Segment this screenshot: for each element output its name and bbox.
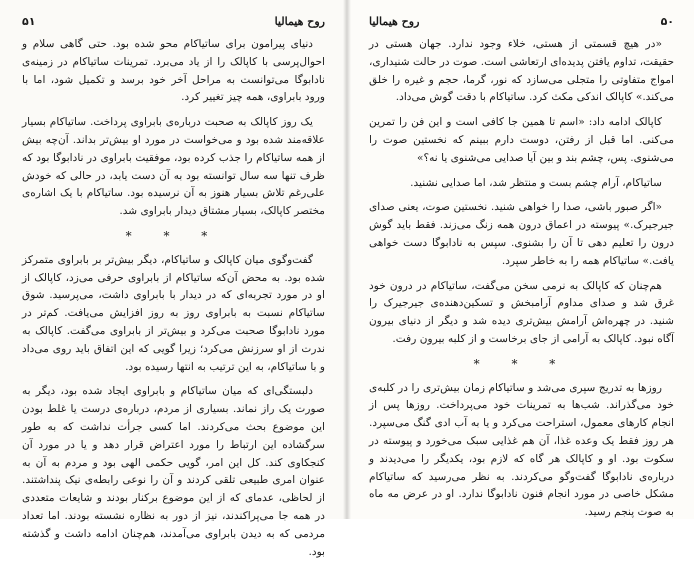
paragraph: دنیای پیرامون برای ساتیاکام محو شده بود. حتی گاهی سلام و احوال‌پرسی با کاپالک را از یاد می‌برد. تمرینات ساتیاکام در زمینه‌ی نادابوگا می‌توانست به مراحل آخر خود برسد و تکمیل شود، اما با ورود بابراوی، همه چیز تغییر کرد. [22, 38, 325, 104]
paragraph: دلبستگی‌ای که میان ساتیاکام و بابراوی ایجاد شده بود، دیگر به صورت یک راز نماند. بسیاری از مردم، درباره‌ی درست یا غلط بودن این موضوع بحث می‌کردند. اما کسی جرأت نداشت که به طور سرگشاده این ارتباط را مورد اعتراض قرار دهد و یا در مورد آن کنجکاوی کند. کل این امر، گویی حکمی الهی بود و مردم به آن به عنوان امری طبیعی تلقی کردند و آن را نوعی رابطه‌ی نیک پنداشتند. از لحاظی، عدمای که از این موضوع برکنار بودند و شایعات متعددی در همه جا می‌پراکندند، نیز از دور به نظاره نشسته بودند. اما تعداد مردمی که به دیدن بابراوی می‌آمدند، هم‌چنان ادامه داشت و گذشته بود. [22, 385, 325, 558]
right-page-body [369, 36, 674, 522]
paragraph: روزها به تدریج سپری می‌شد و ساتیاکام زمان بیش‌تری را در کلبه‌ی خود می‌گذراند. شب‌ها به تمرینات خود می‌پرداخت. روزها پس از انجام کارهای معمول، استراحت می‌کرد و یا به آب ادی گنگ می‌سپرد. هر روز فقط یک وعده غذا، آن هم غذایی سبک می‌خورد و پیوسته در سکوت بود. او و کاپالک هر گاه که لازم بود، یکدیگر را می‌دیدند و درباره‌ی نادابوگا گفت‌وگو می‌کردند. به نظر می‌رسید که ساتیاکام مشکل خاصی در مورد انجام فنون نادابوگا ندارد. او در عرض مه ماه به صوت پنجم رسید. [369, 381, 674, 519]
paragraph: گفت‌وگوی میان کاپالک و ساتیاکام، دیگر بیش‌تر بر بابراوی متمرکز شده بود. به محض آن‌که ساتیاکام از بابراوی حرفی می‌زد، کاپالک از او در مورد تجربه‌ای که در دیدار با بابراوی داشت، می‌پرسید. شوق ساتیاکام نسبت به بابراوی روز به روز افزایش می‌یافت. کم‌تر در مورد نادابوگا صحبت می‌کرد و بیش‌تر از بابراوی می‌گفت. کاپالک به ندرت از او سرزنش می‌کرد؛ زیرا گویی که این اتفاق باید روی می‌داد و با ساتیاکام، به این ترتیب به انتها رسیده بود. [22, 253, 325, 373]
book-gutter-shadow [343, 0, 351, 519]
paragraph: یک روز کاپالک به صحبت درباره‌ی بابراوی پرداخت. ساتیاکام بسیار علاقه‌مند شده بود و می‌خواست در مورد او بیش‌تر بداند. آن‌چه بیش از همه ساتیاکام را جذب کرده بود، موفقیت بابراوی در نادابوگا بود که ظرف تنها سه سال توانسته بود به آن دست یابد، در حالی که خودش علی‌رغم تلاش بسیار هنوز به آن نرسیده بود. ساتیاکام با یک اشاره‌ی مختصر کاپالک، بسیار مشتاق دیدار بابراوی شد. [22, 116, 325, 218]
paragraph: ساتیاکام، آرام چشم بست و منتظر شد، اما صدایی نشنید. [410, 176, 662, 189]
section-divider: * * * [473, 356, 570, 371]
section-divider: * * * [125, 228, 222, 243]
right-page [347, 0, 694, 519]
paragraph: کاپالک ادامه داد: «اسم تا همین جا کافی است و این فن را تمرین می‌کنی. اما قبل از رفتن، دوست دارم ببینم که نخستین صوت را می‌شنوی. پس، چشم بند و بین آیا صدایی می‌شنوی یا نه؟» [369, 116, 674, 164]
paragraph: «در هیچ قسمتی از هستی، خلاء وجود ندارد. جهان هستی در حقیقت، تداوم یافتن پدیده‌ای ارتعاشی است. صوت در حالت شنیداری، امواج متفاوتی را متجلی می‌سازد که نور، گرما، حجم و غیره را خلق می‌کند.» کاپالک اندکی مکث کرد. ساتیاکام با دقت گوش می‌داد. [369, 38, 674, 104]
left-page-header [22, 12, 325, 30]
right-page-number: ۵۰ [660, 14, 674, 28]
right-page-running-title: روح هیمالیا [369, 14, 420, 28]
paragraph: هم‌چنان که کاپالک به نرمی سخن می‌گفت، ساتیاکام در درون خود غرق شد و صدای مداوم آرامبخش و تسکین‌دهنده‌ی جیرجیرک را شنید. در چهره‌اش آرامش بیش‌تری دیده شد و دیگر از دنیای بیرون آگاه نبود. کاپالک به آرامی از جای برخاست و از کلبه بیرون رفت. [369, 279, 674, 345]
left-page-number: ۵۱ [22, 14, 36, 28]
left-page-body [22, 36, 325, 561]
left-page-running-title: روح هیمالیا [274, 14, 325, 28]
left-page [0, 0, 347, 558]
paragraph: «اگر صبور باشی، صدا را خواهی شنید. نخستین صوت، یعنی صدای جیرجیرک.» پیوسته در اعماق درون همه زنگ می‌زند. فقط باید گوش درون را تعلیم دهی تا آن را بشنوی. سپس به نادابوگا دست خواهی یافت.» ساتیاکام همه را به خاطر سپرد. [369, 201, 674, 267]
right-page-header [369, 12, 674, 30]
